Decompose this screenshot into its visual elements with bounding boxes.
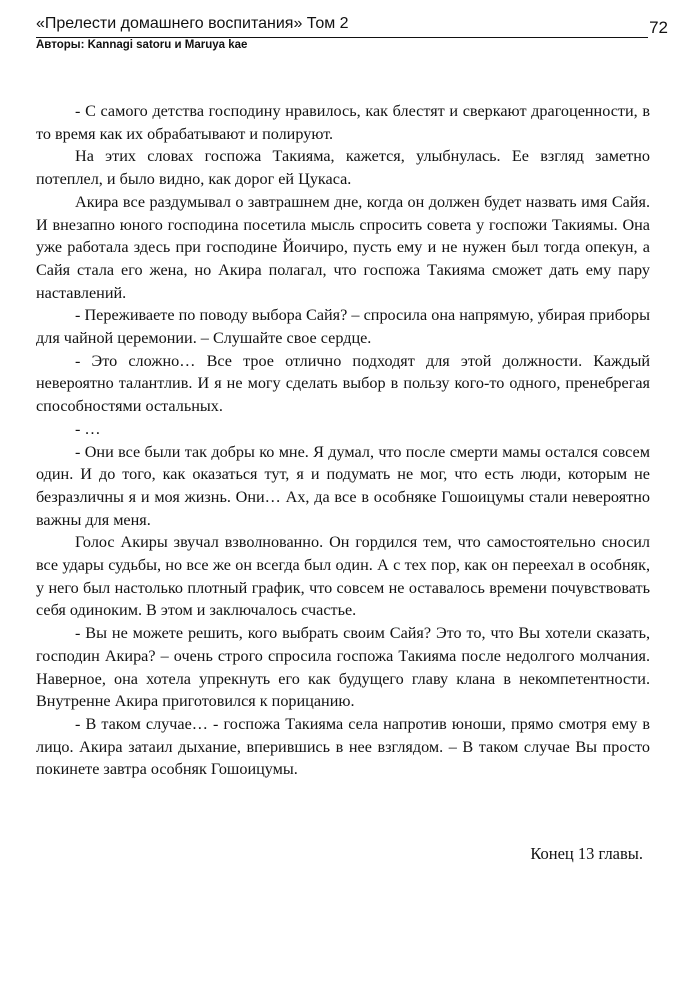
- paragraph: - Вы не можете решить, кого выбрать своим Сайя? Это то, что Вы хотели сказать, господин Акира? – очень строго спросила госпожа Такияма после недолгого молчания. Наверное, она хотела упрекнуть его как будущего главу клана в некомпетентности. Внутренне Акира приготовился к порицанию.: [36, 624, 650, 711]
- authors-line: Авторы: Kannagi satoru и Maruya kae: [36, 39, 248, 51]
- paragraph: Акира все раздумывал о завтрашнем дне, когда он должен будет назвать имя Сайя. И внезапно юного господина посетила мысль спросить совета у госпожи Такиямы. Она уже работала здесь при господине Йоичиро, пусть ему и не нужен был тогда опекун, а Сайя стала его жена, но Акира полагал, что госпожа Такияма сможет дать ему пару наставлений.: [36, 192, 650, 302]
- paragraph: На этих словах госпожа Такияма, кажется, улыбнулась. Ее взгляд заметно потеплел, и было видно, как дорог ей Цукаса.: [36, 147, 650, 189]
- book-title: «Прелести домашнего воспитания» Том 2: [36, 15, 349, 32]
- page-number: 72: [649, 18, 668, 37]
- paragraph: - …: [75, 419, 101, 438]
- body-text: [36, 100, 650, 781]
- page-header: [36, 14, 648, 51]
- paragraph: - С самого детства господину нравилось, как блестят и сверкают драгоценности, в то время как их обрабатывают и полируют.: [36, 102, 650, 143]
- chapter-end-note: Конец 13 главы.: [530, 844, 643, 863]
- paragraph: - Переживаете по поводу выбора Сайя? – спросила она напрямую, убирая приборы для чайной церемонии. – Слушайте свое сердце.: [36, 306, 650, 348]
- paragraph: Голос Акиры звучал взволнованно. Он гордился тем, что самостоятельно сносил все удары судьбы, но все же он всегда был один. А с тех пор, как он переехал в особняк, у него был настолько плотный график, что совсем не оставалось времени почувствовать себя одиноким. В этом и заключалось счастье.: [36, 533, 650, 620]
- header-divider: [36, 37, 648, 38]
- paragraph: - Это сложно… Все трое отлично подходят для этой должности. Каждый невероятно талантлив. И я не могу сделать выбор в пользу кого-то одного, пренебрегая способностями остальных.: [36, 351, 650, 416]
- paragraph: - Они все были так добры ко мне. Я думал, что после смерти мамы остался совсем один. И до того, как оказаться тут, я и подумать не мог, что есть люди, которым не безразличны я и моя жизнь. Они… Ах, да все в особняке Гошоицумы стали невероятно важны для меня.: [36, 442, 650, 529]
- paragraph: - В таком случае… - госпожа Такияма села напротив юноши, прямо смотря ему в лицо. Акира затаил дыхание, вперившись в нее взглядом. – В таком случае Вы просто покинете завтра особняк Гошоицумы.: [36, 714, 650, 779]
